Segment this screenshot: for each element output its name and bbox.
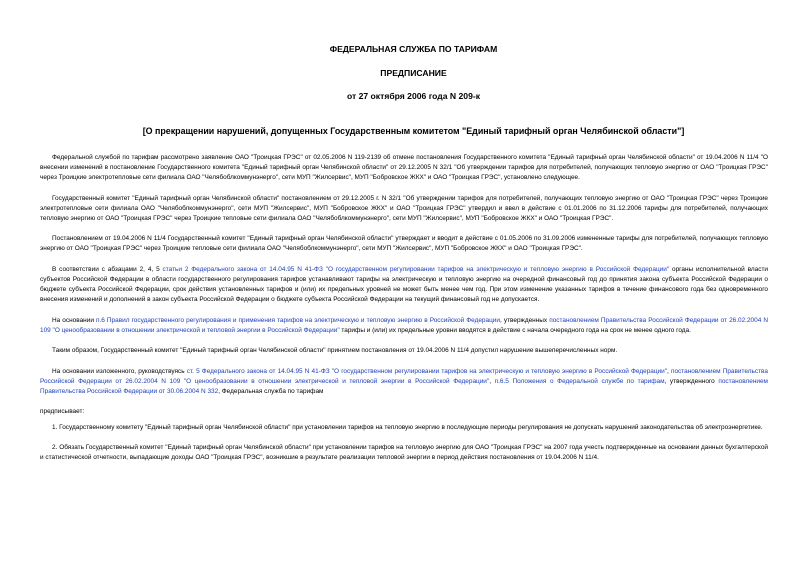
paragraph-4-text-tail: органы исполнительной власти субъектов Российской Федерации в области государственного регулирования тарифов устанавливают тарифы на электрическую и тепловую энергию на очередной финансовый год до принятия закона субъекта Российской Федерации о бюджете субъекта Российской Федерации, срок действия установленных тарифов и (или) их предельных уровней не может быть менее чем год. При этом изменение указанных тарифов в течение финансового года без одновременного внесения изменений и дополнений в закон субъекта Российской Федерации о бюджете субъекта Российской Федерации на текущий финансовый год не допускается. xyxy=(40,265,768,304)
resolution-109-link-2[interactable]: постановлением Правительства Российской Федерации от 26.02.2004 N 109 "О ценообразовании в отношении электрической и тепловой энергии в Российской Федерации" xyxy=(40,367,768,385)
paragraph-6: Таким образом, Государственный комитет "Единый тарифный орган Челябинской области" принятием постановления от 19.04.2006 N 11/4 допустил нарушение вышеперечисленных норм. xyxy=(52,347,618,355)
paragraph-5-text-tail: тарифы и (или) их предельные уровни вводятся в действие с начала очередного года на срок не менее одного года. xyxy=(339,326,691,334)
law-41fz-article-2-link[interactable]: статьи 2 Федерального закона от 14.04.95 N 41-ФЗ "О государственном регулировании тарифов на электрическую и тепловую энергию в Российской Федерации" xyxy=(162,265,670,273)
paragraph-7-sep-3: , утвержденного xyxy=(664,377,719,385)
paragraph-7-text-tail: , Федеральная служба по тарифам xyxy=(218,387,324,395)
paragraph-2: Государственный комитет "Единый тарифный орган Челябинской области" постановлением от 29.12.2005 г. N 32/1 "Об утверждении тарифов для потребителей, получающих тепловую энергию от ОАО "Троицкая ГРЭС" через Троицкие электротепловые сети филиала ОАО "Челябоблкоммунэнерго", сети МУП "Жилсервис", МУП "Бобровское ЖКХ" и ОАО "Троицкая ГРЭС" утвердил и ввел в действие с 01.01.2006 по 31.12.2006 тарифы для потребителей, получающих тепловую энергию от ОАО "Троицкая ГРЭС" через Троицкие тепловые сети филиала ОАО "Челябоблкоммунэнерго", сети МУП "Жилсервис", МУП "Бобровское ЖКХ" и ОАО "Троицкая ГРЭС". xyxy=(40,194,768,222)
item-1: 1. Государственному комитету "Единый тарифный орган Челябинской области" при установлении тарифов на тепловую энергию в последующие периоды регулирования не допускать нарушений законодательства об электроэнергетике. xyxy=(52,423,763,431)
document-date-number: от 27 октября 2006 года N 209-к xyxy=(346,91,481,101)
paragraph-7-text: На основании изложенного, руководствуясь xyxy=(52,367,187,375)
paragraph-7-sep-1: , xyxy=(667,367,671,375)
paragraph-1: Федеральной службой по тарифам рассмотрено заявление ОАО "Троицкая ГРЭС" от 02.05.2006 N 119-2139 об отмене постановления Государственного комитета "Единый тарифный орган Челябинской области" от 19.04.2006 N 11/4 "О внесении изменений в постановление Государственного комитета "Единый тарифный орган Челябинской области" от 29.12.2005 N 32/1 "Об утверждении тарифов для потребителей, получающих тепловую энергию от ОАО "Троицкая ГРЭС" через Троицкие электротепловые сети филиала ОАО "Челябоблкоммунэнерго", сети МУП "Жилсервис", МУП "Бобровское ЖКХ" и ОАО "Троицкая ГРЭС", установлено следующее. xyxy=(40,154,768,182)
resolution-109-link[interactable]: постановлением Правительства Российской Федерации от 26.02.2004 N 109 "О ценообразовании в отношении электрической и тепловой энергии в Российской Федерации" xyxy=(40,316,769,334)
paragraph-5 xyxy=(40,316,768,336)
paragraph-5-text: На основании xyxy=(52,316,96,324)
document-type: ПРЕДПИСАНИЕ xyxy=(380,68,447,78)
document-body xyxy=(40,153,768,463)
resolution-332-link[interactable]: постановлением Правительства Российской Федерации от 30.06.2004 N 332 xyxy=(40,377,768,395)
agency-title: ФЕДЕРАЛЬНАЯ СЛУЖБА ПО ТАРИФАМ xyxy=(329,44,498,54)
prescribes-label: предписывает: xyxy=(40,408,85,416)
paragraph-7-sep-2: , xyxy=(489,377,495,385)
paragraph-4 xyxy=(40,265,768,305)
paragraph-3: Постановлением от 19.04.2006 N 11/4 Государственный комитет "Единый тарифный орган Челябинской области" утверждает и вводит в действие с 01.05.2006 по 31.09.2006 измененные тарифы для потребителей, получающих тепловую энергию от ОАО "Троицкая ГРЭС" через Троицкие тепловые сети филиала ОАО "Челябоблкоммунэнерго", сети МУП "Жилсервис", МУП "Бобровское ЖКХ" и ОАО "Троицкая ГРЭС". xyxy=(40,235,768,253)
fst-regulation-p6-5-link[interactable]: п.6.5 Положения о Федеральной службе по тарифам xyxy=(494,377,665,385)
document-subject: [О прекращении нарушений, допущенных Государственным комитетом "Единый тарифный орган Челябинской области"] xyxy=(142,126,685,136)
rules-p6-link[interactable]: п.6 Правил государственного регулирования и применения тарифов на электрическую и тепловую энергию в Российской Федерации xyxy=(96,316,500,324)
paragraph-4-text: В соответствии с абзацами 2, 4, 5 xyxy=(52,265,163,273)
paragraph-7 xyxy=(40,367,768,397)
paragraph-5-text-mid: , утвержденных xyxy=(499,316,550,324)
law-41fz-article-5-link[interactable]: ст. 5 Федерального закона от 14.04.95 N 41-ФЗ "О государственном регулировании тарифов на электрическую и тепловую энергию в Российской Федерации" xyxy=(186,367,668,375)
item-2: 2. Обязать Государственный комитет "Единый тарифный орган Челябинской области" при установлении тарифов на тепловую энергию для ОАО "Троицкая ГРЭС" на 2007 года учесть подтвержденные на основании данных бухгалтерской и статистической отчетности, выпадающие доходы ОАО "Троицкая ГРЭС", возникшие в результате реализации тепловой энергии в период действия постановления от 19.04.2006 N 11/4. xyxy=(40,444,768,462)
